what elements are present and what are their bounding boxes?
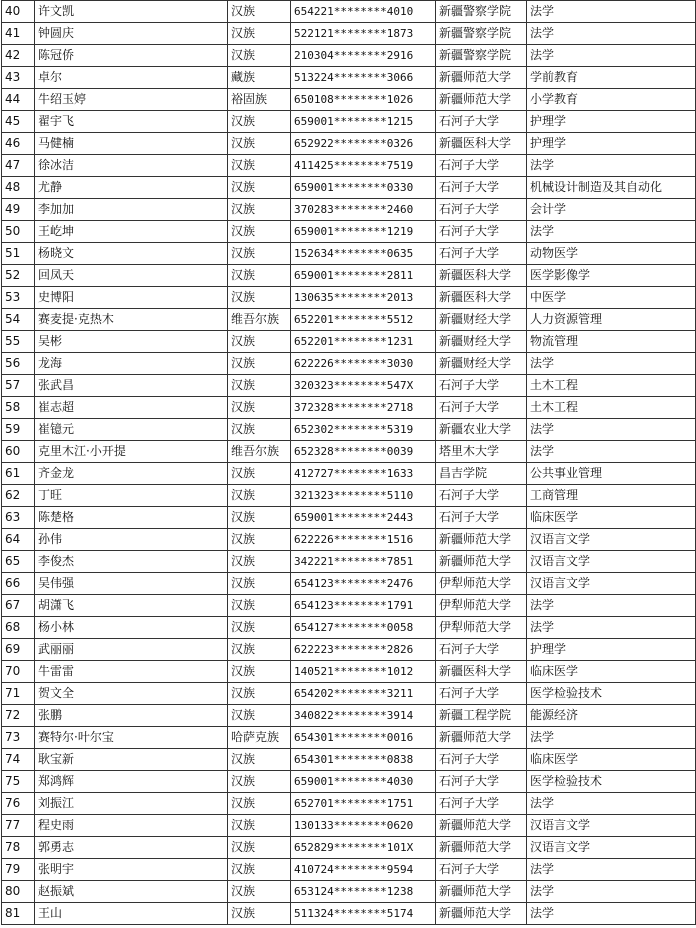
id-number-cell: 130635********2013: [291, 287, 436, 309]
table-row: [2, 177, 696, 199]
student-name-cell: 卓尔: [35, 67, 228, 89]
table-row: [2, 397, 696, 419]
ethnicity-cell: 汉族: [228, 397, 291, 419]
row-number-cell: 50: [2, 221, 35, 243]
major-cell: 人力资源管理: [527, 309, 696, 331]
university-cell: 新疆医科大学: [436, 287, 527, 309]
table-row: [2, 441, 696, 463]
id-number-cell: 370283********2460: [291, 199, 436, 221]
row-number-cell: 60: [2, 441, 35, 463]
row-number-cell: 40: [2, 1, 35, 23]
table-row: [2, 551, 696, 573]
university-cell: 石河子大学: [436, 485, 527, 507]
ethnicity-cell: 汉族: [228, 485, 291, 507]
student-name-cell: 马健楠: [35, 133, 228, 155]
roster-body: [2, 1, 696, 925]
university-cell: 塔里木大学: [436, 441, 527, 463]
student-name-cell: 杨小林: [35, 617, 228, 639]
ethnicity-cell: 汉族: [228, 859, 291, 881]
table-row: [2, 595, 696, 617]
id-number-cell: 652922********0326: [291, 133, 436, 155]
major-cell: 汉语言文学: [527, 573, 696, 595]
id-number-cell: 654127********0058: [291, 617, 436, 639]
id-number-cell: 659001********1219: [291, 221, 436, 243]
major-cell: 法学: [527, 155, 696, 177]
university-cell: 石河子大学: [436, 639, 527, 661]
table-row: [2, 793, 696, 815]
ethnicity-cell: 汉族: [228, 903, 291, 925]
id-number-cell: 522121********1873: [291, 23, 436, 45]
major-cell: 护理学: [527, 639, 696, 661]
major-cell: 护理学: [527, 133, 696, 155]
major-cell: 法学: [527, 793, 696, 815]
ethnicity-cell: 汉族: [228, 661, 291, 683]
university-cell: 新疆医科大学: [436, 265, 527, 287]
ethnicity-cell: 汉族: [228, 529, 291, 551]
table-row: [2, 287, 696, 309]
id-number-cell: 210304********2916: [291, 45, 436, 67]
ethnicity-cell: 汉族: [228, 573, 291, 595]
row-number-cell: 49: [2, 199, 35, 221]
id-number-cell: 659001********1215: [291, 111, 436, 133]
id-number-cell: 654301********0838: [291, 749, 436, 771]
major-cell: 护理学: [527, 111, 696, 133]
university-cell: 新疆警察学院: [436, 23, 527, 45]
id-number-cell: 654202********3211: [291, 683, 436, 705]
table-row: [2, 661, 696, 683]
university-cell: 新疆师范大学: [436, 815, 527, 837]
university-cell: 石河子大学: [436, 859, 527, 881]
student-name-cell: 陈冠侨: [35, 45, 228, 67]
student-name-cell: 郑鸿辉: [35, 771, 228, 793]
university-cell: 新疆师范大学: [436, 529, 527, 551]
id-number-cell: 412727********1633: [291, 463, 436, 485]
student-name-cell: 耿宝新: [35, 749, 228, 771]
student-name-cell: 克里木江·小开提: [35, 441, 228, 463]
student-name-cell: 尤静: [35, 177, 228, 199]
major-cell: 法学: [527, 881, 696, 903]
row-number-cell: 61: [2, 463, 35, 485]
ethnicity-cell: 哈萨克族: [228, 727, 291, 749]
row-number-cell: 63: [2, 507, 35, 529]
university-cell: 新疆医科大学: [436, 661, 527, 683]
major-cell: 会计学: [527, 199, 696, 221]
ethnicity-cell: 汉族: [228, 23, 291, 45]
student-name-cell: 崔镱元: [35, 419, 228, 441]
row-number-cell: 75: [2, 771, 35, 793]
student-name-cell: 王屹坤: [35, 221, 228, 243]
student-name-cell: 郭勇志: [35, 837, 228, 859]
student-name-cell: 张明宇: [35, 859, 228, 881]
student-name-cell: 牛雷雷: [35, 661, 228, 683]
student-name-cell: 许文凯: [35, 1, 228, 23]
major-cell: 汉语言文学: [527, 551, 696, 573]
ethnicity-cell: 汉族: [228, 177, 291, 199]
row-number-cell: 56: [2, 353, 35, 375]
student-name-cell: 翟宇飞: [35, 111, 228, 133]
university-cell: 新疆财经大学: [436, 309, 527, 331]
id-number-cell: 652328********0039: [291, 441, 436, 463]
row-number-cell: 54: [2, 309, 35, 331]
student-name-cell: 丁旺: [35, 485, 228, 507]
ethnicity-cell: 汉族: [228, 639, 291, 661]
university-cell: 新疆医科大学: [436, 133, 527, 155]
university-cell: 石河子大学: [436, 793, 527, 815]
row-number-cell: 69: [2, 639, 35, 661]
ethnicity-cell: 汉族: [228, 683, 291, 705]
id-number-cell: 654123********1791: [291, 595, 436, 617]
id-number-cell: 130133********0620: [291, 815, 436, 837]
ethnicity-cell: 维吾尔族: [228, 309, 291, 331]
ethnicity-cell: 汉族: [228, 155, 291, 177]
student-name-cell: 张鹏: [35, 705, 228, 727]
ethnicity-cell: 汉族: [228, 815, 291, 837]
major-cell: 法学: [527, 727, 696, 749]
student-name-cell: 王山: [35, 903, 228, 925]
id-number-cell: 659001********0330: [291, 177, 436, 199]
id-number-cell: 321323********5110: [291, 485, 436, 507]
university-cell: 石河子大学: [436, 507, 527, 529]
ethnicity-cell: 汉族: [228, 221, 291, 243]
id-number-cell: 372328********2718: [291, 397, 436, 419]
major-cell: 汉语言文学: [527, 529, 696, 551]
id-number-cell: 652829********101X: [291, 837, 436, 859]
ethnicity-cell: 汉族: [228, 507, 291, 529]
ethnicity-cell: 汉族: [228, 45, 291, 67]
row-number-cell: 72: [2, 705, 35, 727]
ethnicity-cell: 汉族: [228, 199, 291, 221]
major-cell: 法学: [527, 419, 696, 441]
table-row: [2, 903, 696, 925]
ethnicity-cell: 裕固族: [228, 89, 291, 111]
student-name-cell: 刘振江: [35, 793, 228, 815]
table-row: [2, 529, 696, 551]
student-name-cell: 钟圆庆: [35, 23, 228, 45]
row-number-cell: 79: [2, 859, 35, 881]
row-number-cell: 47: [2, 155, 35, 177]
row-number-cell: 68: [2, 617, 35, 639]
ethnicity-cell: 汉族: [228, 771, 291, 793]
ethnicity-cell: 汉族: [228, 551, 291, 573]
university-cell: 新疆师范大学: [436, 837, 527, 859]
table-row: [2, 507, 696, 529]
id-number-cell: 652201********1231: [291, 331, 436, 353]
major-cell: 法学: [527, 859, 696, 881]
university-cell: 伊犁师范大学: [436, 595, 527, 617]
table-row: [2, 309, 696, 331]
university-cell: 新疆师范大学: [436, 903, 527, 925]
row-number-cell: 44: [2, 89, 35, 111]
student-name-cell: 齐金龙: [35, 463, 228, 485]
major-cell: 汉语言文学: [527, 837, 696, 859]
row-number-cell: 74: [2, 749, 35, 771]
student-name-cell: 史博阳: [35, 287, 228, 309]
ethnicity-cell: 藏族: [228, 67, 291, 89]
table-row: [2, 705, 696, 727]
university-cell: 新疆师范大学: [436, 881, 527, 903]
university-cell: 石河子大学: [436, 155, 527, 177]
major-cell: 法学: [527, 1, 696, 23]
university-cell: 石河子大学: [436, 375, 527, 397]
row-number-cell: 80: [2, 881, 35, 903]
row-number-cell: 59: [2, 419, 35, 441]
table-row: [2, 243, 696, 265]
major-cell: 动物医学: [527, 243, 696, 265]
student-name-cell: 杨晓文: [35, 243, 228, 265]
id-number-cell: 140521********1012: [291, 661, 436, 683]
id-number-cell: 650108********1026: [291, 89, 436, 111]
university-cell: 新疆农业大学: [436, 419, 527, 441]
id-number-cell: 511324********5174: [291, 903, 436, 925]
row-number-cell: 64: [2, 529, 35, 551]
major-cell: 医学影像学: [527, 265, 696, 287]
table-row: [2, 199, 696, 221]
table-row: [2, 485, 696, 507]
university-cell: 石河子大学: [436, 749, 527, 771]
ethnicity-cell: 汉族: [228, 705, 291, 727]
table-row: [2, 419, 696, 441]
row-number-cell: 81: [2, 903, 35, 925]
table-row: [2, 375, 696, 397]
university-cell: 新疆财经大学: [436, 353, 527, 375]
row-number-cell: 76: [2, 793, 35, 815]
table-row: [2, 155, 696, 177]
id-number-cell: 152634********0635: [291, 243, 436, 265]
university-cell: 新疆师范大学: [436, 67, 527, 89]
university-cell: 昌吉学院: [436, 463, 527, 485]
student-name-cell: 吴彬: [35, 331, 228, 353]
table-row: [2, 463, 696, 485]
table-row: [2, 727, 696, 749]
student-name-cell: 程史雨: [35, 815, 228, 837]
student-name-cell: 赛特尔·叶尔宝: [35, 727, 228, 749]
ethnicity-cell: 汉族: [228, 1, 291, 23]
ethnicity-cell: 汉族: [228, 375, 291, 397]
university-cell: 新疆工程学院: [436, 705, 527, 727]
id-number-cell: 622223********2826: [291, 639, 436, 661]
university-cell: 新疆师范大学: [436, 551, 527, 573]
row-number-cell: 77: [2, 815, 35, 837]
major-cell: 土木工程: [527, 375, 696, 397]
major-cell: 法学: [527, 23, 696, 45]
row-number-cell: 66: [2, 573, 35, 595]
student-name-cell: 陈楚格: [35, 507, 228, 529]
table-row: [2, 749, 696, 771]
university-cell: 石河子大学: [436, 683, 527, 705]
id-number-cell: 622226********3030: [291, 353, 436, 375]
row-number-cell: 71: [2, 683, 35, 705]
id-number-cell: 652201********5512: [291, 309, 436, 331]
ethnicity-cell: 汉族: [228, 287, 291, 309]
university-cell: 新疆财经大学: [436, 331, 527, 353]
row-number-cell: 58: [2, 397, 35, 419]
ethnicity-cell: 汉族: [228, 793, 291, 815]
university-cell: 石河子大学: [436, 177, 527, 199]
university-cell: 伊犁师范大学: [436, 573, 527, 595]
student-name-cell: 孙伟: [35, 529, 228, 551]
id-number-cell: 622226********1516: [291, 529, 436, 551]
ethnicity-cell: 汉族: [228, 837, 291, 859]
major-cell: 法学: [527, 595, 696, 617]
major-cell: 学前教育: [527, 67, 696, 89]
table-row: [2, 881, 696, 903]
major-cell: 医学检验技术: [527, 683, 696, 705]
row-number-cell: 43: [2, 67, 35, 89]
table-row: [2, 111, 696, 133]
major-cell: 临床医学: [527, 507, 696, 529]
university-cell: 石河子大学: [436, 397, 527, 419]
id-number-cell: 654301********0016: [291, 727, 436, 749]
table-row: [2, 771, 696, 793]
major-cell: 法学: [527, 441, 696, 463]
student-name-cell: 贺文全: [35, 683, 228, 705]
row-number-cell: 70: [2, 661, 35, 683]
ethnicity-cell: 汉族: [228, 331, 291, 353]
row-number-cell: 52: [2, 265, 35, 287]
table-row: [2, 45, 696, 67]
ethnicity-cell: 维吾尔族: [228, 441, 291, 463]
student-name-cell: 回凤天: [35, 265, 228, 287]
table-row: [2, 1, 696, 23]
major-cell: 物流管理: [527, 331, 696, 353]
major-cell: 小学教育: [527, 89, 696, 111]
id-number-cell: 411425********7519: [291, 155, 436, 177]
table-row: [2, 683, 696, 705]
student-name-cell: 吴伟强: [35, 573, 228, 595]
ethnicity-cell: 汉族: [228, 243, 291, 265]
ethnicity-cell: 汉族: [228, 595, 291, 617]
student-name-cell: 李加加: [35, 199, 228, 221]
student-name-cell: 赛麦提·克热木: [35, 309, 228, 331]
row-number-cell: 41: [2, 23, 35, 45]
major-cell: 法学: [527, 617, 696, 639]
roster-table: [1, 0, 696, 925]
ethnicity-cell: 汉族: [228, 133, 291, 155]
row-number-cell: 78: [2, 837, 35, 859]
major-cell: 法学: [527, 353, 696, 375]
id-number-cell: 652302********5319: [291, 419, 436, 441]
university-cell: 石河子大学: [436, 243, 527, 265]
ethnicity-cell: 汉族: [228, 749, 291, 771]
table-row: [2, 89, 696, 111]
student-name-cell: 赵振斌: [35, 881, 228, 903]
university-cell: 石河子大学: [436, 199, 527, 221]
table-row: [2, 617, 696, 639]
id-number-cell: 342221********7851: [291, 551, 436, 573]
major-cell: 临床医学: [527, 661, 696, 683]
student-name-cell: 牛绍玉婷: [35, 89, 228, 111]
id-number-cell: 659001********2443: [291, 507, 436, 529]
row-number-cell: 42: [2, 45, 35, 67]
ethnicity-cell: 汉族: [228, 265, 291, 287]
id-number-cell: 654221********4010: [291, 1, 436, 23]
table-row: [2, 573, 696, 595]
major-cell: 法学: [527, 221, 696, 243]
row-number-cell: 51: [2, 243, 35, 265]
university-cell: 新疆警察学院: [436, 1, 527, 23]
row-number-cell: 67: [2, 595, 35, 617]
student-name-cell: 崔志超: [35, 397, 228, 419]
table-row: [2, 859, 696, 881]
major-cell: 公共事业管理: [527, 463, 696, 485]
major-cell: 法学: [527, 45, 696, 67]
student-name-cell: 李俊杰: [35, 551, 228, 573]
table-row: [2, 133, 696, 155]
major-cell: 医学检验技术: [527, 771, 696, 793]
row-number-cell: 48: [2, 177, 35, 199]
ethnicity-cell: 汉族: [228, 111, 291, 133]
major-cell: 临床医学: [527, 749, 696, 771]
row-number-cell: 62: [2, 485, 35, 507]
university-cell: 石河子大学: [436, 111, 527, 133]
major-cell: 能源经济: [527, 705, 696, 727]
table-row: [2, 837, 696, 859]
id-number-cell: 659001********4030: [291, 771, 436, 793]
major-cell: 汉语言文学: [527, 815, 696, 837]
student-name-cell: 龙海: [35, 353, 228, 375]
table-row: [2, 639, 696, 661]
table-row: [2, 815, 696, 837]
university-cell: 新疆师范大学: [436, 727, 527, 749]
id-number-cell: 340822********3914: [291, 705, 436, 727]
id-number-cell: 513224********3066: [291, 67, 436, 89]
ethnicity-cell: 汉族: [228, 881, 291, 903]
id-number-cell: 659001********2811: [291, 265, 436, 287]
row-number-cell: 46: [2, 133, 35, 155]
major-cell: 中医学: [527, 287, 696, 309]
student-name-cell: 武丽丽: [35, 639, 228, 661]
major-cell: 法学: [527, 903, 696, 925]
university-cell: 石河子大学: [436, 221, 527, 243]
student-name-cell: 胡潇飞: [35, 595, 228, 617]
row-number-cell: 53: [2, 287, 35, 309]
major-cell: 土木工程: [527, 397, 696, 419]
ethnicity-cell: 汉族: [228, 617, 291, 639]
university-cell: 伊犁师范大学: [436, 617, 527, 639]
table-row: [2, 353, 696, 375]
row-number-cell: 73: [2, 727, 35, 749]
ethnicity-cell: 汉族: [228, 463, 291, 485]
table-row: [2, 265, 696, 287]
id-number-cell: 410724********9594: [291, 859, 436, 881]
major-cell: 工商管理: [527, 485, 696, 507]
row-number-cell: 45: [2, 111, 35, 133]
row-number-cell: 55: [2, 331, 35, 353]
row-number-cell: 65: [2, 551, 35, 573]
table-row: [2, 221, 696, 243]
university-cell: 石河子大学: [436, 771, 527, 793]
id-number-cell: 654123********2476: [291, 573, 436, 595]
table-row: [2, 23, 696, 45]
student-name-cell: 徐冰洁: [35, 155, 228, 177]
ethnicity-cell: 汉族: [228, 419, 291, 441]
table-row: [2, 331, 696, 353]
row-number-cell: 57: [2, 375, 35, 397]
ethnicity-cell: 汉族: [228, 353, 291, 375]
id-number-cell: 320323********547X: [291, 375, 436, 397]
student-name-cell: 张武昌: [35, 375, 228, 397]
university-cell: 新疆师范大学: [436, 89, 527, 111]
id-number-cell: 652701********1751: [291, 793, 436, 815]
major-cell: 机械设计制造及其自动化: [527, 177, 696, 199]
table-row: [2, 67, 696, 89]
university-cell: 新疆警察学院: [436, 45, 527, 67]
id-number-cell: 653124********1238: [291, 881, 436, 903]
